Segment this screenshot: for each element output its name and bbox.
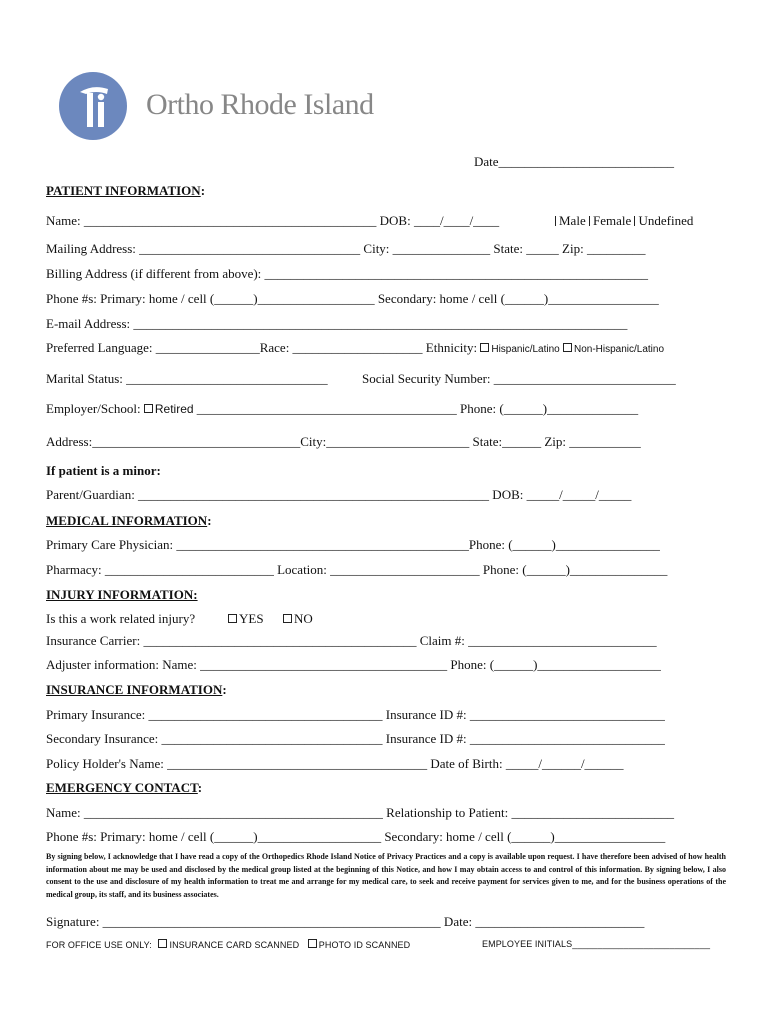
- name-dob-line[interactable]: Name: _____________________________________________ DOB: ____/____/____: [46, 213, 500, 228]
- address-line[interactable]: Address:________________________________City:______________________ State:______ Zip: ___________: [46, 434, 641, 449]
- insurance-card-scanned-option[interactable]: INSURANCE CARD SCANNED: [158, 940, 299, 950]
- checkbox-icon: [144, 404, 153, 413]
- retired-option[interactable]: Retired: [144, 402, 194, 416]
- employer-field[interactable]: ________________________________________ Phone: (______)______________: [196, 401, 639, 416]
- work-related-no[interactable]: NO: [283, 611, 313, 627]
- language-race-ethnicity-line: [46, 340, 664, 356]
- adjuster-line[interactable]: Adjuster information: Name: ______________________________________ Phone: (______)___________________: [46, 657, 661, 672]
- sex-option-female[interactable]: Female: [589, 213, 631, 228]
- work-related-yes[interactable]: YES: [228, 611, 264, 627]
- photo-id-scanned-option[interactable]: PHOTO ID SCANNED: [308, 940, 410, 950]
- language-race-field[interactable]: Preferred Language: ________________Race: ____________________ Ethnicity:: [46, 340, 478, 355]
- sex-option-male[interactable]: Male: [555, 213, 586, 228]
- office-use-row: [46, 939, 410, 950]
- ethnicity-option-hispanic[interactable]: Hispanic/Latino: [480, 344, 559, 355]
- checkbox-icon: [158, 939, 167, 948]
- emergency-name-line[interactable]: Name: ______________________________________________ Relationship to Patient: _________________________: [46, 805, 674, 820]
- logo: [58, 72, 398, 140]
- signature-line[interactable]: Signature: ____________________________________________________ Date: __________________________: [46, 914, 645, 929]
- checkbox-icon: [228, 614, 237, 623]
- employee-initials-field[interactable]: EMPLOYEE INITIALS___________________________: [482, 939, 711, 949]
- employer-line: [46, 401, 638, 417]
- section-heading-minor: If patient is a minor:: [46, 463, 161, 478]
- section-heading-emergency: EMERGENCY CONTACT:: [46, 780, 203, 795]
- date-field[interactable]: Date___________________________: [474, 154, 675, 169]
- sex-options: [555, 213, 693, 229]
- work-related-question: Is this a work related injury?: [46, 611, 196, 626]
- mailing-address-line[interactable]: Mailing Address: __________________________________ City: _______________ State: _____ Zip: _________: [46, 241, 646, 256]
- logo-mark-icon: [58, 72, 128, 140]
- sex-option-undefined[interactable]: Undefined: [634, 213, 693, 228]
- section-heading-medical: MEDICAL INFORMATION:: [46, 513, 212, 528]
- pharmacy-line[interactable]: Pharmacy: __________________________ Location: _______________________ Phone: (______)_______________: [46, 562, 668, 577]
- primary-insurance-line[interactable]: Primary Insurance: ____________________________________ Insurance ID #: ______________________________: [46, 707, 665, 722]
- employer-label: Employer/School:: [46, 401, 141, 416]
- emergency-phone-line[interactable]: Phone #s: Primary: home / cell (______)___________________ Secondary: home / cell (______)_________________: [46, 829, 666, 844]
- office-use-label: FOR OFFICE USE ONLY:: [46, 940, 152, 950]
- policy-holder-line[interactable]: Policy Holder's Name: ________________________________________ Date of Birth: _____/______/______: [46, 756, 624, 771]
- email-line[interactable]: E-mail Address: ____________________________________________________________________________: [46, 316, 628, 331]
- pcp-line[interactable]: Primary Care Physician: _____________________________________________Phone: (______)________________: [46, 537, 660, 552]
- marital-status-line[interactable]: Marital Status: _______________________________: [46, 371, 328, 386]
- guardian-line[interactable]: Parent/Guardian: ______________________________________________________ DOB: _____/_____/_____: [46, 487, 632, 502]
- carrier-line[interactable]: Insurance Carrier: __________________________________________ Claim #: _____________________________: [46, 633, 657, 648]
- ethnicity-option-non-hispanic[interactable]: Non-Hispanic/Latino: [563, 344, 664, 355]
- section-heading-patient: PATIENT INFORMATION:: [46, 183, 206, 198]
- billing-address-line[interactable]: Billing Address (if different from above): ___________________________________________________________: [46, 266, 649, 281]
- section-heading-injury: INJURY INFORMATION:: [46, 587, 198, 602]
- phone-line[interactable]: Phone #s: Primary: home / cell (______)__________________ Secondary: home / cell (______)_________________: [46, 291, 659, 306]
- secondary-insurance-line[interactable]: Secondary Insurance: __________________________________ Insurance ID #: ______________________________: [46, 731, 665, 746]
- ssn-line[interactable]: Social Security Number: ____________________________: [362, 371, 676, 386]
- checkbox-icon: [480, 343, 489, 352]
- section-heading-insurance: INSURANCE INFORMATION:: [46, 682, 227, 697]
- checkbox-icon: [563, 343, 572, 352]
- consent-paragraph: By signing below, I acknowledge that I have read a copy of the Orthopedics Rhode Island Notice of Privacy Practices and a copy is available upon request. I have therefore been advised of how health information about me may be used and disclosed by the medical group listed at the beginning of this Notice, and how I may obtain access to and control of this information. By signing below, I also consent to the use and disclosure of my health information to treat me and arrange for my medical care, to seek and receive payment for services given to me, and for the business operations of the medical group, its staff, and its business associates.: [46, 852, 726, 899]
- checkbox-icon: [283, 614, 292, 623]
- logo-text: Ortho Rhode Island: [146, 88, 374, 121]
- checkbox-icon: [308, 939, 317, 948]
